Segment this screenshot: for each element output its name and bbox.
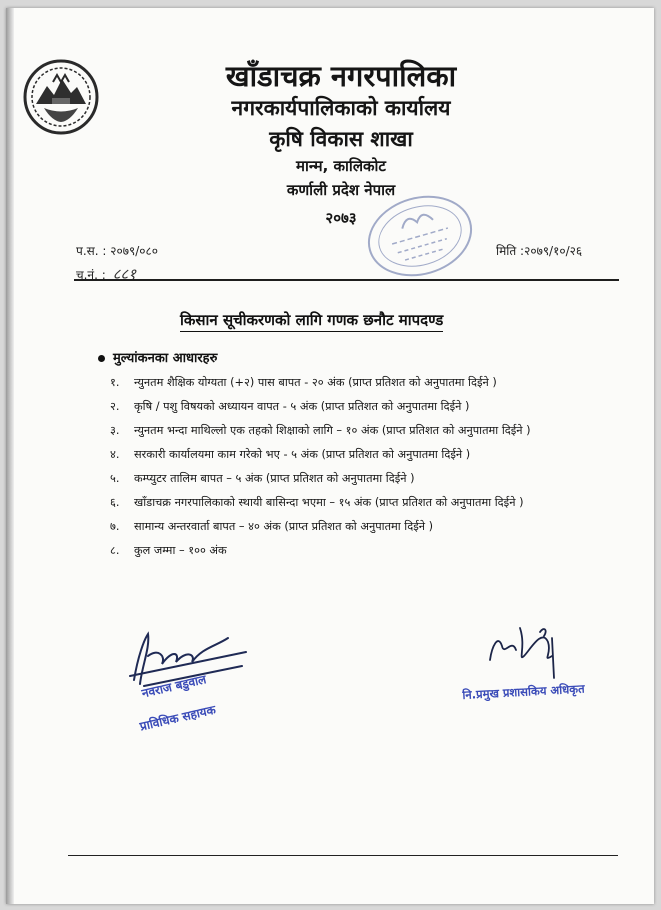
office-location: मान्म, कालिकोट [296,157,386,175]
criterion-text: न्युनतम भन्दा माथिल्लो एक तहको शिक्षाको लागि – १० अंक (प्राप्त प्रतिशत को अनुपातमा दिईने ) [134,424,531,437]
criterion-number: ५. [110,472,120,485]
criterion-text: कम्प्युटर तालिम बापत – ५ अंक (प्राप्त प्रतिशत को अनुपातमा दिईने ) [134,472,415,485]
criterion-text: सरकारी कार्यालयमा काम गरेको भए - ५ अंक (प्राप्त प्रतिशत को अनुपातमा दिईने ) [134,448,471,461]
left-signatory-title: प्राविधिक सहायक [138,702,217,734]
dispatch-label: च.नं. : [76,268,106,282]
criterion-number: ७. [110,520,120,533]
dispatch-ref [76,264,136,284]
section-heading-text: मुल्यांकनका आधारहरु [113,351,218,366]
list-item [110,468,620,489]
list-item [110,420,620,441]
criterion-number: ८. [110,544,120,557]
criterion-text: न्युनतम शैक्षिक योग्यता (+२) पास बापत - २० अंक (प्राप्त प्रतिशत को अनुपातमा दिईने ) [134,376,497,389]
municipality-name: खाँडाचक्र नगरपालिका [225,59,457,93]
header-divider [74,279,619,281]
criterion-number: १. [110,376,120,389]
criterion-text: कृषि / पशु विषयको अध्यायन वापत - ५ अंक (प्राप्त प्रतिशत को अनुपातमा दिईने ) [134,400,470,413]
bullet-icon [98,355,105,362]
criterion-number: ३. [110,424,120,437]
letter-date [496,242,582,259]
list-item [110,372,620,393]
established-year: २०७३ [325,209,357,227]
document-title: किसान सूचीकरणको लागि गणक छनौट मापदण्ड [180,310,443,332]
office-stamp-icon [361,188,479,284]
section-heading [98,348,217,366]
criterion-text: खाँडाचक्र नगरपालिकाको स्थायी बासिन्दा भएमा – १५ अंक (प्राप्त प्रतिशत को अनुपातमा दिईने ) [134,496,524,509]
date-value: २०७९/१०/२६ [524,244,583,258]
fiscal-year-label: प.स. : [76,244,107,258]
fiscal-year-ref [76,242,158,259]
criterion-text: कुल जम्मा – १०० अंक [134,544,227,557]
list-item [110,444,620,465]
left-signatory-name: नवराज बडुवाल [140,672,208,701]
criterion-number: ४. [110,448,120,461]
list-item [110,516,620,537]
dispatch-number: ८८१ [112,265,137,283]
list-item [110,540,620,561]
branch-name: कृषि विकास शाखा [269,127,413,151]
criterion-number: २. [110,400,120,413]
criterion-text: सामान्य अन्तरवार्ता बापत – ४० अंक (प्राप्त प्रतिशत को अनुपातमा दिईने ) [134,520,434,533]
province-name: कर्णाली प्रदेश नेपाल [286,181,396,199]
criteria-list [110,372,620,564]
list-item [110,492,620,513]
document-page [6,8,654,904]
fiscal-year-value: २०७९/०८० [110,244,158,258]
office-name: नगरकार्यपालिकाको कार्यालय [231,96,451,120]
list-item [110,396,620,417]
date-label: मिति : [496,244,525,258]
criterion-number: ६. [110,496,120,509]
right-signature-icon [482,616,568,682]
right-signatory-title: नि.प्रमुख प्रशासकिय अधिकृत [462,681,585,702]
footer-divider [68,855,618,856]
government-emblem-icon [22,58,100,136]
